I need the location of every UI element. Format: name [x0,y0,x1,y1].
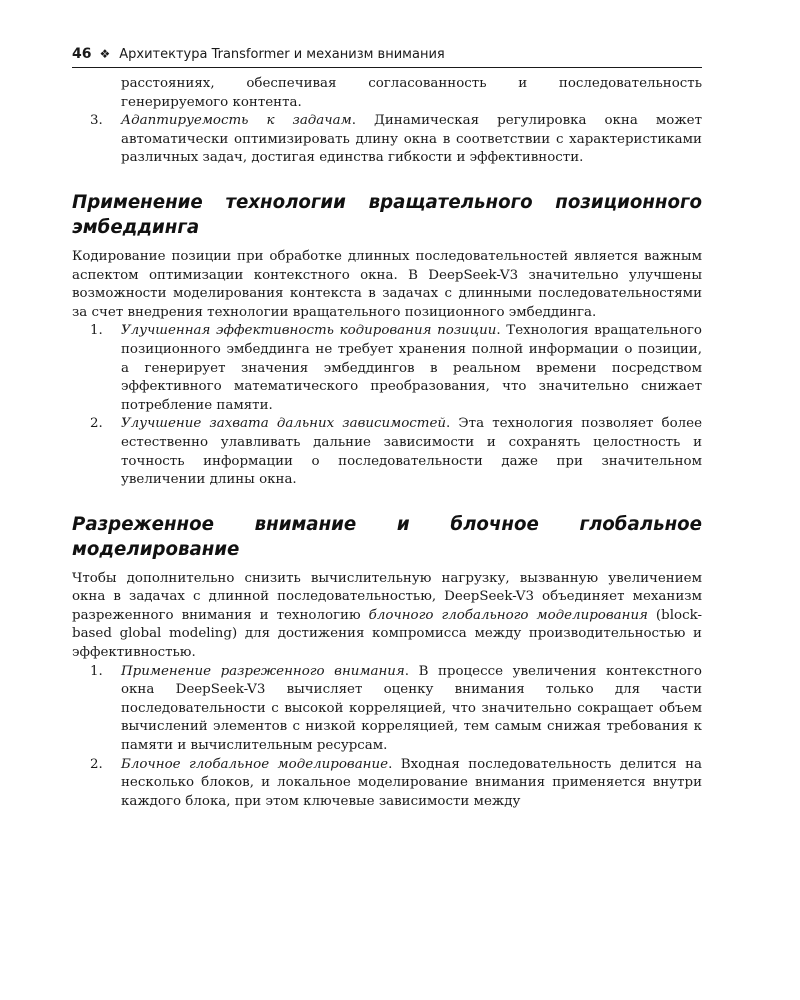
item-lead: Применение разреженного внимания [121,663,405,679]
item-number: 3. [90,113,103,129]
item-text: . Входная последовательность делится на несколько блоков, и локальное моделирование внимания применяется внутри каждого блока, при этом ключевые зависимости между [121,756,703,809]
section2-list [72,663,702,812]
list-item [72,663,702,756]
chapter-title: Архитектура Transformer и механизм внимания [119,47,445,62]
intro-list [72,112,702,168]
section-paragraph [72,570,702,663]
section-paragraph: Кодирование позиции при обработке длинных последовательностей является важным аспектом оптимизации контекстного окна. В DeepSeek-V3 значительно улучшены возможности моделирования контекста в задачах с длинными последовательностями за счет внедрения технологии вращательного позиционного эмбеддинга. [72,248,702,320]
list-item [72,112,702,168]
item-text: . Динамическая регулировка окна может автоматически оптимизировать длину окна в соответствии с характеристиками различных задач, достигая единства гибкости и эффективности. [121,113,702,166]
ornament-icon: ❖ [99,47,111,61]
list-item [72,756,702,812]
item-number: 1. [90,323,103,339]
item-lead: Улучшение захвата дальних зависимостей [121,416,447,432]
section-heading-sparse-attention: Разреженное внимание и блочное глобальное моделирование [72,513,702,560]
item-text: . В процессе увеличения контекстного окна DeepSeek-V3 вычисляет оценку внимания только для части последовательности с высокой корреляцией, что значительно сокращает объем вычислений элементов с низкой корреляцией, тем самым снижая требования к памяти и вычислительным ресурсам. [121,663,702,754]
paragraph-end: (block-based global modeling) для достижения компромисса между производительностью и эффективностью. [72,607,702,661]
continuation-text: расстояниях, обеспечивая согласованность и последовательность генерируемого контента. [121,76,702,110]
item-lead: Улучшенная эффективность кодирования позиции [121,323,497,339]
item-text: . Эта технология позволяет более естественно улавливать дальние зависимости и сохранять целостность и точность информации о последовательности даже при значительном увеличении длины окна. [121,416,702,488]
running-header [72,46,702,68]
item-lead: Адаптируемость к задачам [121,113,352,129]
paragraph-emphasis: блочного глобального моделирования [368,607,648,623]
item-text: . Технология вращательного позиционного эмбеддинга не требует хранения полной информации о позиции, а генерирует значения эмбеддингов в реальном времени посредством эффективного математического преобразования, что значительно снижает потребление памяти. [121,323,702,413]
item-number: 1. [90,663,103,679]
book-page [72,46,702,811]
paragraph-start: Чтобы дополнительно снизить вычислительную нагрузку, вызванную увеличением окна в задачах с длинной последовательностью, DeepSeek-V3 объединяет механизм разреженного внимания и технологию [72,570,702,623]
section-heading-rope: Применение технологии вращательного позиционного эмбеддинга [72,191,702,238]
item-number: 2. [90,756,103,772]
list-item [72,322,702,415]
list-item [72,415,702,489]
item-lead: Блочное глобальное моделирование [121,756,389,772]
section1-list [72,322,702,489]
item-number: 2. [90,416,103,432]
body-text [72,75,702,811]
page-number: 46 [72,46,92,62]
